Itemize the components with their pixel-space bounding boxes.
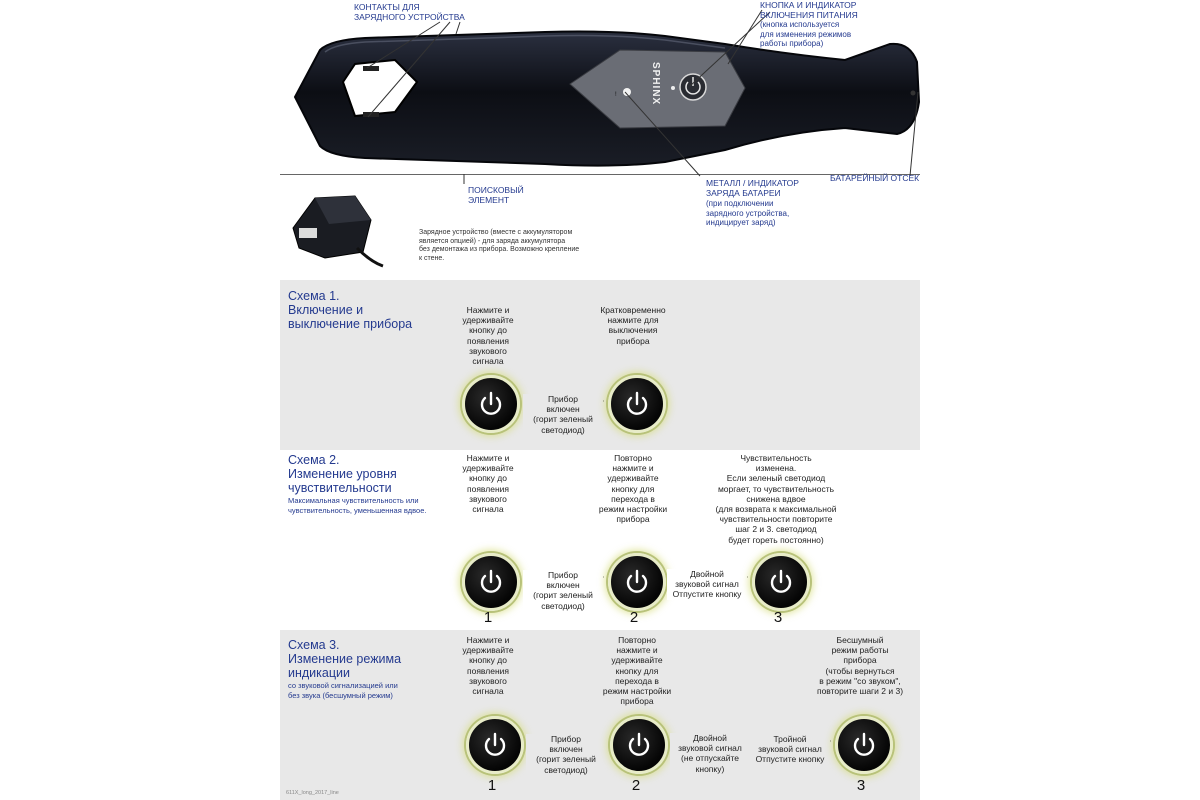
scheme-2-arrow-2-label: Двойной звуковой сигнал Отпустите кнопку [667,569,747,600]
power-icon [849,730,879,760]
footer-code: 611X_long_2017_line [286,790,339,796]
scheme-3-power-button-2 [610,716,668,774]
scheme-2-subtitle: Максимальная чувствительность или чувствительность, уменьшенная вдвое. [288,496,427,515]
charger-image [285,190,385,270]
scheme-2-step1-text: Нажмите и удерживайте кнопку до появления звукового сигнала [462,453,514,515]
scheme-3-step3-text: Бесшумный режим работы прибора (чтобы вернуться в режим "со звуком", повторите шаги 2 и 3) [816,635,904,697]
scheme-3-power-button-3 [835,716,893,774]
scheme-2-arrow-1-label: Прибор включен (горит зеленый светодиод) [523,570,603,611]
scheme-2-power-button-1 [462,553,520,611]
scheme-1-power-button-2 [608,375,666,433]
scheme-3-title: Схема 3. Изменение режима индикации [288,638,402,680]
callout-metal-indicator: МЕТАЛЛ / ИНДИКАТОР ЗАРЯДА БАТАРЕИ [706,178,799,198]
callout-lines [0,0,1200,260]
power-icon [624,730,654,760]
callout-power-button-note: (кнопка используется для изменения режимов работы прибора) [760,20,852,48]
power-icon [476,567,506,597]
power-icon [476,389,506,419]
scheme-3-arrow-2-label: Двойной звуковой сигнал (не отпускайте кнопку) [670,733,750,774]
scheme-1-power-button-1 [462,375,520,433]
callout-battery: БАТАРЕЙНЫЙ ОТСЕК [830,173,920,183]
scheme-2-panel [280,450,920,630]
power-icon [622,567,652,597]
scheme-2-step-number-3: 3 [773,609,783,626]
scheme-1-step1-text: Нажмите и удерживайте кнопку до появления звукового сигнала [462,305,514,367]
scheme-3-power-button-1 [466,716,524,774]
callout-power-button: КНОПКА И ИНДИКАТОР ВКЛЮЧЕНИЯ ПИТАНИЯ [760,0,858,20]
scheme-3-step-number-2: 2 [631,777,641,794]
brand-logo: SPHINX [650,62,661,106]
scheme-2-step3-text: Чувствительность изменена. Если зеленый светодиод моргает, то чувствительность снижена вдвое (для возврата к максимальной чувствительности повторите шаг 2 и 3. светодиод будет гореть постоянно) [715,453,837,545]
scheme-3-step2-text: Повторно нажмите и удерживайте кнопку для перехода в режим настройки прибора [602,635,672,707]
scheme-3-arrow-3-label: Тройной звуковой сигнал Отпустите кнопку [750,734,830,765]
charger-note: Зарядное устройство (вместе с аккумулятором является опцией) - для заряда аккумулятора без демонтажа из прибора. Возможно крепление к стене. [419,229,580,262]
scheme-1-arrow-1-label: Прибор включен (горит зеленый светодиод) [523,394,603,435]
scheme-3-subtitle: со звуковой сигнализацией или без звука (бесшумный режим) [288,681,398,700]
scheme-2-power-button-2 [608,553,666,611]
power-icon [766,567,796,597]
power-icon [622,389,652,419]
scheme-1-panel [280,280,920,450]
callout-contacts: КОНТАКТЫ ДЛЯ ЗАРЯДНОГО УСТРОЙСТВА [354,2,465,22]
scheme-2-power-button-3 [752,553,810,611]
scheme-3-step1-text: Нажмите и удерживайте кнопку до появления звукового сигнала [462,635,514,697]
scheme-2-step2-text: Повторно нажмите и удерживайте кнопку для перехода в режим настройки прибора [598,453,668,525]
scheme-2-step-number-2: 2 [629,609,639,626]
scheme-3-arrow-1-label: Прибор включен (горит зеленый светодиод) [526,734,606,775]
callout-metal-indicator-note: (при подключении зарядного устройства, индицирует заряд) [706,199,790,227]
callout-search-element: ПОИСКОВЫЙ ЭЛЕМЕНТ [468,185,524,205]
power-icon [480,730,510,760]
svg-text:!: ! [615,92,617,98]
scheme-1-title: Схема 1. Включение и выключение прибора [288,289,413,331]
scheme-3-step-number-3: 3 [856,777,866,794]
scheme-3-panel [280,630,920,800]
scheme-2-title: Схема 2. Изменение уровня чувствительности [288,453,397,495]
scheme-1-step2-text: Кратковременно нажмите для выключения прибора [600,305,666,346]
scheme-3-step-number-1: 1 [487,777,497,794]
scheme-2-step-number-1: 1 [483,609,493,626]
